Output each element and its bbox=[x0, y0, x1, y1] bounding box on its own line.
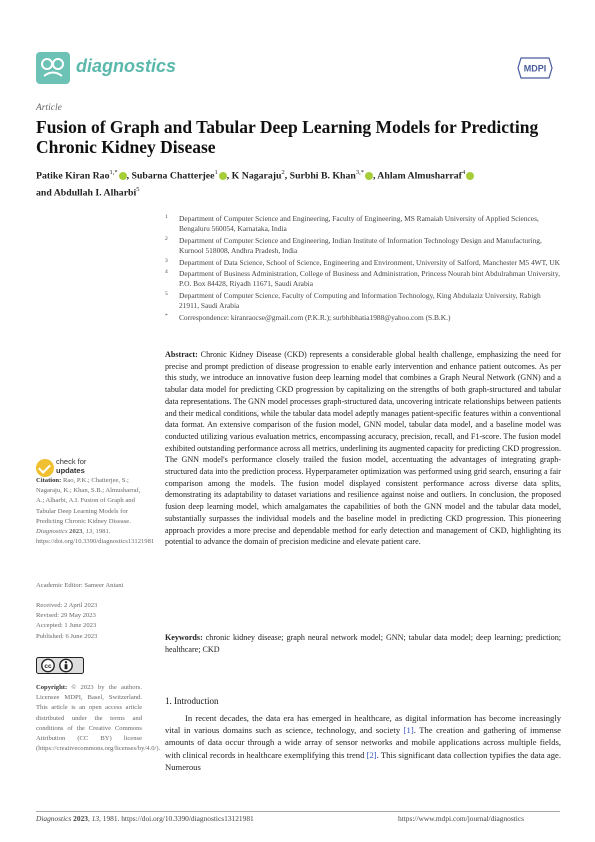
affiliation-item: 1 Department of Computer Science and Engineering, Faculty of Engineering, MS Ramaiah University of Applied Sciences, Bengaluru 560054, Karnataka, India bbox=[165, 214, 539, 234]
footer-divider bbox=[36, 811, 560, 812]
affiliation-item: 2 Department of Computer Science and Engineering, Indian Institute of Information Technology Design and Manufacturing, Kurnool 518008, Andhra Pradesh, India bbox=[165, 235, 542, 256]
author-name[interactable]: K Nagaraju bbox=[231, 170, 282, 182]
orcid-icon[interactable] bbox=[219, 172, 227, 180]
svg-text:cc: cc bbox=[44, 663, 52, 670]
abstract-text: Chronic Kidney Disease (CKD) represents a considerable global health challenge, emphasizing the need for precise and prompt prediction of disease progression to enable early intervention and enhance patient outcomes. As per this study, we introduce an innovative fusion deep learning model that combines a Graph Neural Network (GNN) and a tabular data model for predicting CKD progression by capitalizing on the strengths of both graph-structured and tabular data representations. The GNN model processes graph-structured data, uncovering intricate relationships between patients and their medical conditions, while the tabular data model adeptly manages patient-specific features within a conventional data format. An extensive comparison of the fusion model, GNN model, tabular data model, and a baseline model was conducted utilizing various evaluation metrics, encompassing accuracy, precision, recall, and F1-score. The fusion model exhibited outstanding performance across all metrics, underlining its augmented capacity for predicting CKD progression. The GNN model's performance closely trailed the fusion model, accentuating the advantages of integrating graph-structured data into the prediction process. Hyperparameter optimization was performed using grid search, ensuring a fair comparison among the models. The fusion model displayed consistent performance across diverse data splits, demonstrating its adaptability to dataset variations and resilience against noise and outliers. In conclusion, the proposed fusion deep learning model, which amalgamates the capabilities of both the GNN model and the tabular data model, substantially surpasses the individual models and the baseline model in predicting CKD progression. This pioneering approach provides a more precise and dependable method for early detection and management of CKD, highlighting its potential to advance the domain of precision medicine and elevate patient care. bbox=[165, 350, 562, 547]
author-name[interactable]: Surbhi B. Khan bbox=[289, 170, 356, 182]
abstract-label: Abstract: bbox=[165, 350, 198, 359]
affiliation-item: 5 Department of Computer Science, Faculty of Computing and Information Technology, King Abdulaziz University, Rabigh 21911, Saudi Arabia bbox=[165, 290, 541, 311]
affiliation-item: 4 Department of Business Administration, College of Business and Administration, Princess Nourah bint Abdulrahman University, P.O. Box 84428, Riyadh 11671, Saudi Arabia bbox=[165, 269, 560, 289]
citation: Citation: Rao, P.K.; Chatterjee, S.; Nagaraju, K.; Khan, S.B.; Almusharraf, A.; Alharbi, A.I. Fusion of Graph and Tabular Deep Learning Models for Predicting Chronic Kidney Disease. Diagnostics 2023, 13, 1981. https://doi.org/10.3390/diagnostics13121981 bbox=[36, 477, 155, 546]
orcid-icon[interactable] bbox=[365, 172, 373, 180]
orcid-icon[interactable] bbox=[466, 172, 474, 180]
affiliation-item: 3 Department of Data Science, School of Science, Engineering and Environment, University of Salford, Manchester M5 4WT, UK bbox=[165, 257, 560, 267]
article-title: Fusion of Graph and Tabular Deep Learning Models for Predicting Chronic Kidney Disease bbox=[36, 117, 539, 157]
article-type: Article bbox=[36, 103, 62, 113]
svg-text:MDPI: MDPI bbox=[523, 63, 547, 74]
author-list: Patike Kiran Rao$^{1,*}$ , Subarna Chatterjee$^1$ , K Nagaraju$^2$, Surbhi B. Khan$^{3,*}$ , Ahlam Almusharraf$^4$ and Abdullah I. Alharbi$^5$ bbox=[36, 166, 566, 201]
affiliation-list bbox=[165, 214, 560, 324]
copyright-notice: Copyright: © 2023 by the authors. Licensee MDPI, Basel, Switzerland. This article is an open access article distributed under the terms and conditions of the Creative Commons Attribution (CC BY) license (https://creativecommons.org/licenses/by/4.0/). bbox=[36, 684, 161, 753]
revised-date: Revised: 29 May 2023 bbox=[36, 612, 96, 620]
author-name[interactable]: Ahlam Almusharraf bbox=[377, 170, 462, 182]
reference-link[interactable]: [1] bbox=[403, 725, 414, 736]
footer-doi-link[interactable]: , 1981. https://doi.org/10.3390/diagnostics13121981 bbox=[99, 814, 254, 823]
orcid-icon[interactable] bbox=[119, 172, 127, 180]
accepted-date: Accepted: 1 June 2023 bbox=[36, 622, 97, 630]
author-name[interactable]: Patike Kiran Rao bbox=[36, 170, 110, 182]
keywords bbox=[165, 632, 561, 655]
check-for-updates-button[interactable]: check for updates bbox=[36, 457, 96, 487]
publication-dates bbox=[36, 601, 142, 642]
abstract bbox=[165, 349, 561, 548]
footer-journal-url[interactable]: https://www.mdpi.com/journal/diagnostics bbox=[398, 814, 524, 823]
journal-logo bbox=[36, 52, 70, 84]
keywords-label: Keywords: bbox=[165, 633, 203, 642]
published-date: Published: 6 June 2023 bbox=[36, 632, 98, 640]
correspondence[interactable]: * Correspondence: kiranraocse@gmail.com (P.K.R.); surbhibhatia1988@yahoo.com (S.B.K.) bbox=[165, 312, 451, 322]
section-title: 1. Introduction bbox=[165, 696, 219, 706]
author-name[interactable]: Subarna Chatterjee bbox=[131, 170, 215, 182]
footer-citation: Diagnostics 2023, 13, 1981. https://doi.org/10.3390/diagnostics13121981 bbox=[36, 814, 254, 823]
author-name[interactable]: Abdullah I. Alharbi bbox=[53, 187, 137, 199]
reference-link[interactable]: [2] bbox=[366, 749, 377, 760]
cc-by-license-icon[interactable] bbox=[36, 657, 84, 674]
received-date: Received: 2 April 2023 bbox=[36, 602, 98, 609]
mdpi-logo[interactable] bbox=[516, 56, 554, 80]
citation-doi-link[interactable]: , 1981. https://doi.org/10.3390/diagnostics13121981 bbox=[36, 528, 155, 546]
check-icon bbox=[36, 459, 54, 477]
academic-editor: Academic Editor: Sameer Antani bbox=[36, 582, 124, 589]
journal-name[interactable]: diagnostics bbox=[76, 56, 177, 76]
introduction-paragraph: In recent decades, the data era has emerged in healthcare, as digital information has become increasingly vital in various domains such as science, technology, and society [1]. The creation and gathering of immense amounts of data occur through a wide array of sensor networks and mobile applications across multiple fields, with clinical records in healthcare exemplifying this trend [2]. This significant data collection typifies the data age. Numerous bbox=[165, 713, 562, 772]
keywords-text: chronic kidney disease; graph neural network model; GNN; tabular data model; deep learning; prediction; healthcare; CKD bbox=[165, 633, 561, 654]
